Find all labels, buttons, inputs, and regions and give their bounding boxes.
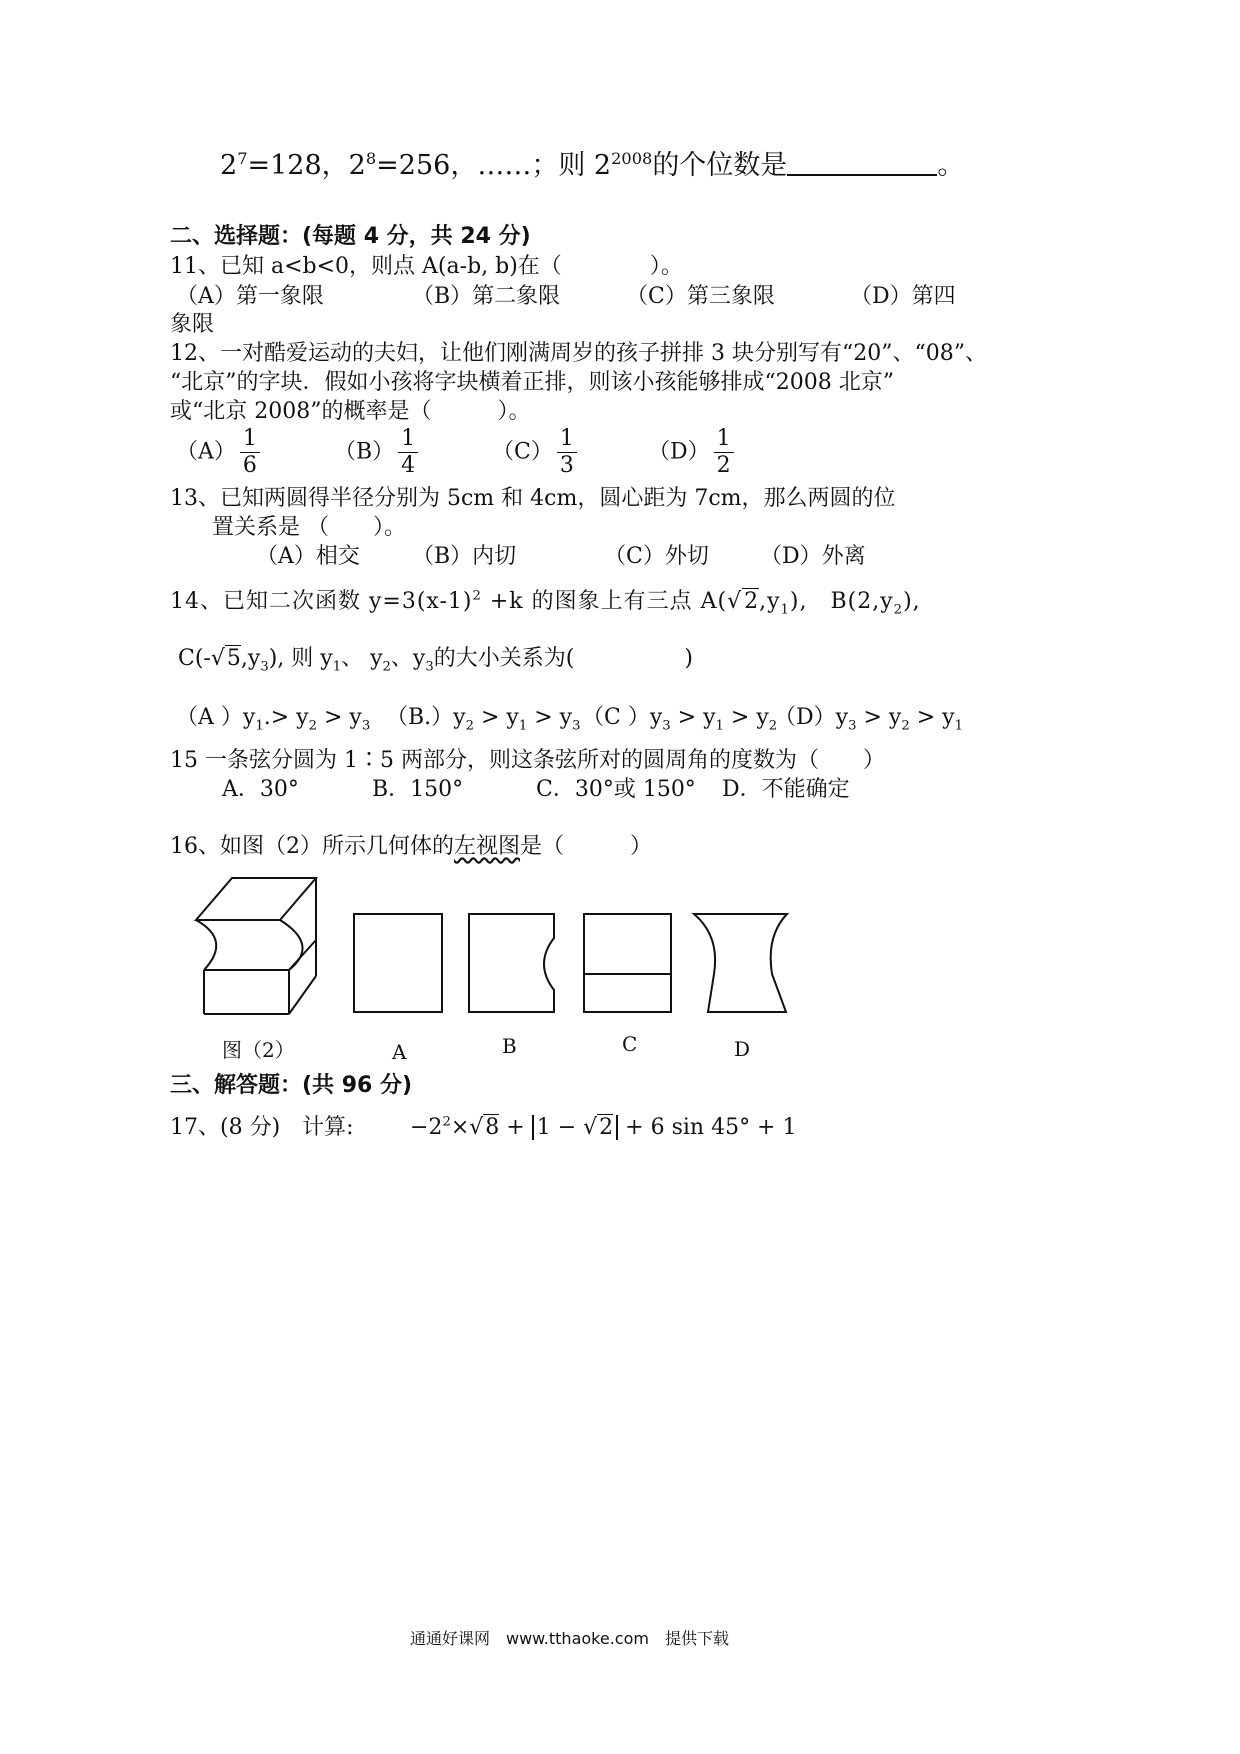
q13-option-c: （C）外切	[604, 544, 709, 569]
fraction: $\frac{1}{6}$	[240, 426, 260, 479]
figure-2-caption: 图（2）	[222, 1038, 295, 1062]
q11-stem: 11、已知 a<b<0，则点 A(a-b, b)在（ ）。	[170, 254, 683, 279]
q13-option-a: （A）相交	[256, 544, 360, 569]
q16-figures	[0, 870, 1240, 1050]
answer-blank	[787, 148, 937, 176]
solid-figure	[196, 878, 316, 1014]
q11-option-b: （B）第二象限	[412, 284, 561, 309]
section-3-heading: 三、解答题：(共 96 分)	[170, 1073, 413, 1098]
q15-option-a: A．30°	[222, 777, 299, 802]
fraction: $\frac{1}{3}$	[557, 426, 577, 479]
q15-stem: 15 一条弦分圆为 1∶5 两部分，则这条弦所对的圆周角的度数为（ ）	[170, 748, 885, 773]
option-c-caption: C	[622, 1032, 638, 1056]
option-b-caption: B	[502, 1034, 517, 1058]
q12-line-1: 12、一对酷爱运动的夫妇，让他们刚满周岁的孩子拼排 3 块分别写有“20”、“08”、	[170, 341, 987, 366]
q14-option-a: （A ）$y_1.> y_2 > y_3$	[176, 705, 371, 734]
q10-tail-line: $2^7=128$，$2^8=256$，……；则 $2^{2008}$的个位数是 。	[220, 149, 965, 181]
q17-label: 17、(8 分) 计算:	[170, 1115, 354, 1140]
option-a-caption: A	[392, 1040, 407, 1064]
q12-option-a: （A） $\frac{1}{6}$	[176, 426, 264, 479]
q12-option-b: （B） $\frac{1}{4}$	[334, 426, 422, 479]
option-b-shape	[469, 914, 554, 1012]
q11-option-wrap: 象限	[170, 312, 215, 337]
q11-option-d: （D）第四	[850, 284, 956, 309]
q14-option-d: $(D)y_3 > y_2 > y_1$	[774, 705, 963, 734]
q14-option-b: $(B.)y_2 > y_1 > y_3$	[386, 705, 581, 734]
q12-option-c: （C） $\frac{1}{3}$	[492, 426, 581, 479]
page-footer: 通通好课网 www.tthaoke.com 提供下载	[410, 1629, 729, 1648]
q13-line-2: 置关系是 （ ）。	[212, 515, 406, 540]
q13-line-1: 13、已知两圆得半径分别为 5cm 和 4cm，圆心距为 7cm，那么两圆的位	[170, 486, 896, 511]
option-c-shape	[584, 914, 671, 1012]
q16-stem: 16、如图（2）所示几何体的左视图是（ ）	[170, 834, 653, 859]
option-a-shape	[354, 914, 442, 1012]
q11-option-a: （A）第一象限	[176, 284, 324, 309]
q17-expression: $-2^2\times√8 + 1 - √2 + 6$ sin 45° + 1	[410, 1114, 797, 1140]
section-2-heading: 二、选择题：(每题 4 分，共 24 分)	[170, 224, 531, 249]
fraction: $\frac{1}{4}$	[398, 426, 418, 479]
q12-line-2: “北京”的字块．假如小孩将字块横着正排，则该小孩能够排成“2008 北京”	[170, 370, 894, 395]
option-d-caption: D	[734, 1037, 751, 1061]
fraction: $\frac{1}{2}$	[714, 426, 734, 479]
q15-option-d: D．不能确定	[722, 777, 850, 802]
q15-option-c: C．30°或 150°	[536, 777, 696, 802]
option-d-shape	[694, 914, 787, 1012]
q11-option-c: （C）第三象限	[626, 284, 775, 309]
q14-line-2: $C(-√5,y_3)$, 则 $y_1$、 $y_2$、$y_3$的大小关系为( )	[178, 646, 693, 675]
q14-line-1: 14、已知二次函数 $y=3(x-1)^2 +k$ 的图象上有三点 $A(√2,y_1)$, $B(2,y_2)$,	[170, 588, 921, 618]
q13-option-d: （D）外离	[760, 544, 866, 569]
q15-option-b: B．150°	[372, 777, 464, 802]
q12-line-3: 或“北京 2008”的概率是（ ）。	[170, 399, 531, 424]
q12-option-d: （D） $\frac{1}{2}$	[648, 426, 738, 479]
q14-option-c: （C ）$y_3 > y_1 > y_2$	[582, 705, 778, 734]
q13-option-b: （B）内切	[412, 544, 517, 569]
wavy-underlined-term: 左视图	[454, 834, 521, 859]
